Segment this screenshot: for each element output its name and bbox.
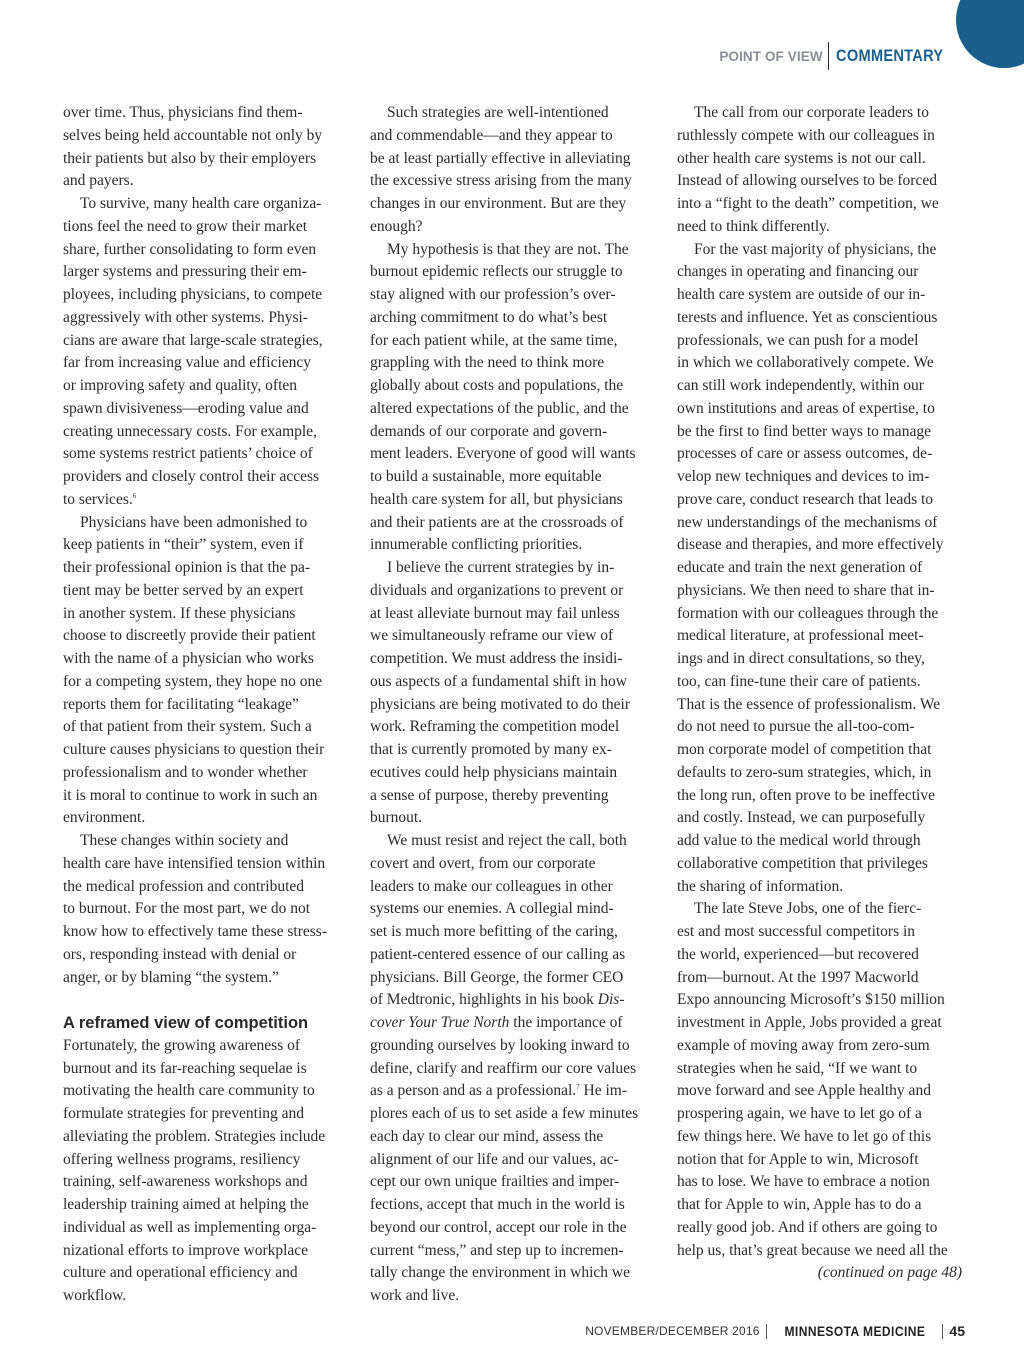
text-line: physicians. Bill George, the former CEO: [370, 968, 624, 986]
text-line: be at least partially effective in alleviating: [370, 149, 631, 167]
text-span: He im-: [579, 1082, 628, 1100]
text-line: spawn divisiveness—eroding value and: [63, 399, 309, 417]
column-1: [63, 102, 353, 1308]
text-line: too, can fine-tune their care of patients.: [677, 672, 921, 690]
text-line: we simultaneously reframe our view of: [370, 627, 614, 645]
text-line: set is much more befitting of the caring,: [370, 923, 618, 940]
text-line: of that patient from their system. Such a: [63, 718, 312, 736]
text-line: the sharing of information.: [677, 877, 844, 895]
text-line: alignment of our life and our values, ac-: [370, 1150, 619, 1168]
text-line: The call from our corporate leaders to: [694, 104, 929, 121]
text-line: and commendable—and they appear to: [370, 126, 613, 144]
text-line: professionalism and to wonder whether: [63, 763, 308, 781]
text-line: ployees, including physicians, to compete: [63, 286, 323, 303]
text-line: training, self-awareness workshops and: [63, 1173, 308, 1191]
text-line: the long run, often prove to be ineffective: [677, 786, 935, 804]
text-line: demands of our corporate and govern-: [370, 422, 608, 440]
text-line: anger, or by blaming “the system.”: [63, 968, 279, 986]
text-line: has to lose. We have to embrace a notion: [677, 1173, 930, 1191]
text-line: grounding ourselves by looking inward to: [370, 1036, 630, 1054]
text-line: formulate strategies for preventing and: [63, 1105, 305, 1122]
text-line: their patients but also by their employers: [63, 149, 317, 167]
text-line: that for Apple to win, Apple has to do a: [677, 1196, 922, 1213]
text-line: environment.: [63, 809, 146, 827]
corner-accent: [956, 0, 1024, 68]
text-line: That is the essence of professionalism. We: [677, 695, 941, 713]
text-line: aggressively with other systems. Physi-: [63, 308, 308, 326]
text-line: ings and in direct consultations, so they,: [677, 650, 925, 667]
text-line: formation with our colleagues through the: [677, 604, 939, 622]
text-line: leaders to make our colleagues in other: [370, 877, 613, 895]
text-line: cians are aware that large-scale strategies,: [63, 331, 323, 349]
text-line: [370, 1080, 660, 1103]
text-line: need to think differently.: [677, 217, 830, 235]
text-line: [370, 1012, 660, 1035]
text-line: burnout and its far-reaching sequelae is: [63, 1059, 307, 1077]
text-line: changes in operating and financing our: [677, 263, 919, 281]
text-line: covert and overt, from our corporate: [370, 854, 596, 872]
text-line: motivating the health care community to: [63, 1082, 315, 1100]
text-line: health care system are outside of our in-: [677, 286, 926, 303]
section-kicker: POINT OF VIEW: [719, 48, 823, 64]
text-line: culture causes physicians to question their: [63, 741, 325, 758]
text-line: enough?: [370, 217, 423, 235]
text-line: ruthlessly compete with our colleagues in: [677, 126, 935, 144]
text-line: choose to discreetly provide their patient: [63, 627, 316, 645]
text-line: know how to effectively tame these stress-: [63, 923, 327, 940]
text-line: to build a sustainable, more equitable: [370, 468, 602, 485]
text-line: culture and operational efficiency and: [63, 1264, 298, 1282]
text-line: and their patients are at the crossroads of: [370, 513, 624, 531]
text-line: leadership training aimed at helping the: [63, 1196, 309, 1213]
text-line: cept our own unique frailties and imper-: [370, 1173, 620, 1191]
text-line: work. Reframing the competition model: [370, 718, 620, 736]
text-line: disease and therapies, and more effectively: [677, 536, 944, 554]
text-line: physicians. We then need to share that in-: [677, 581, 935, 599]
text-line: est and most successful competitors in: [677, 923, 916, 940]
text-line: globally about costs and populations, the: [370, 377, 624, 394]
spacer: [63, 989, 353, 1012]
text-line: Fortunately, the growing awareness of: [63, 1036, 301, 1054]
text-span: of Medtronic, highlights in his book: [370, 991, 598, 1009]
text-line: arching commitment to do what’s best: [370, 308, 608, 326]
text-line: prove care, conduct research that leads to: [677, 490, 934, 508]
text-line: each day to clear our mind, assess the: [370, 1127, 604, 1145]
text-line: move forward and see Apple healthy and: [677, 1082, 931, 1100]
text-line: Such strategies are well-intentioned: [387, 104, 609, 121]
text-line: professionals, we can push for a model: [677, 331, 919, 349]
text-line: alleviating the problem. Strategies include: [63, 1127, 326, 1145]
text-line: a sense of purpose, thereby preventing: [370, 786, 609, 804]
text-line: for each patient while, at the same time,: [370, 331, 618, 349]
text-line: far from increasing value and efficiency: [63, 354, 312, 372]
text-line: providers and closely control their access: [63, 468, 320, 485]
footer-divider: [766, 1324, 767, 1339]
text-line: the medical profession and contributed: [63, 877, 305, 895]
text-line: ous aspects of a fundamental shift in how: [370, 672, 627, 690]
text-line: reports them for facilitating “leakage”: [63, 695, 299, 713]
text-line: in another system. If these physicians: [63, 604, 296, 622]
text-line: ors, responding instead with denial or: [63, 945, 297, 963]
text-line: competition. We must address the insidi-: [370, 650, 623, 667]
text-line: work and live.: [370, 1287, 460, 1304]
text-line: grappling with the need to think more: [370, 354, 605, 372]
text-line: own institutions and areas of expertise, to: [677, 399, 935, 417]
text-line: velop new techniques and devices to im-: [677, 468, 930, 485]
magazine-name: MINNESOTA MEDICINE: [784, 1323, 925, 1339]
text-line: creating unnecessary costs. For example,: [63, 422, 317, 440]
issue-date: NOVEMBER/DECEMBER 2016: [585, 1324, 760, 1338]
text-line: dividuals and organizations to prevent or: [370, 581, 624, 599]
text-line: over time. Thus, physicians find them-: [63, 104, 303, 121]
text-line: that is currently promoted by many ex-: [370, 741, 612, 758]
text-line: tient may be better served by an expert: [63, 581, 304, 599]
continued-note: (continued on page 48): [817, 1264, 962, 1282]
text-line: Expo announcing Microsoft’s $150 million: [677, 991, 945, 1009]
text-span: as a person and as a professional.: [370, 1082, 577, 1100]
text-line: processes of care or assess outcomes, de-: [677, 445, 933, 463]
text-line: help us, that’s great because we need all the: [677, 1241, 948, 1259]
text-line: beyond our control, accept our role in the: [370, 1218, 627, 1236]
text-line: from—burnout. At the 1997 Macworld: [677, 968, 919, 986]
text-line: be the first to find better ways to manage: [677, 422, 931, 440]
text-line: ment leaders. Everyone of good will wants: [370, 445, 636, 463]
text-line: nizational efforts to improve workplace: [63, 1241, 309, 1259]
text-line: altered expectations of the public, and the: [370, 399, 629, 417]
text-line: The late Steve Jobs, one of the fierc-: [694, 900, 922, 918]
column-2: [370, 102, 660, 1308]
text-line: other health care systems is not our call.: [677, 149, 926, 167]
text-line: larger systems and pressuring their em-: [63, 263, 307, 281]
text-line: medical literature, at professional meet-: [677, 627, 924, 645]
text-line: do not need to pursue the all-too-com-: [677, 718, 915, 736]
text-line: collaborative competition that privileges: [677, 854, 928, 872]
text-line: defaults to zero-sum strategies, which, in: [677, 763, 932, 781]
text-line: prospering again, we have to let go of a: [677, 1105, 922, 1122]
text-line: with the name of a physician who works: [63, 650, 314, 667]
book-title: Dis-: [597, 991, 625, 1009]
reference-6: 6: [132, 491, 137, 500]
page-header: [719, 42, 961, 70]
text-span: the importance of: [513, 1014, 623, 1031]
text-line: fections, accept that much in the world is: [370, 1196, 625, 1213]
text-line: in which we collaboratively compete. We: [677, 354, 934, 372]
text-line: and costly. Instead, we can purposefully: [677, 809, 926, 827]
text-line: changes in our environment. But are they: [370, 195, 627, 212]
text-line: keep patients in “their” system, even if: [63, 536, 304, 554]
text-line: the world, experienced—but recovered: [677, 945, 919, 963]
text-line: tions feel the need to grow their market: [63, 217, 308, 235]
text-line: I believe the current strategies by in-: [387, 559, 615, 576]
text-line: the excessive stress arising from the many: [370, 172, 632, 190]
text-line: add value to the medical world through: [677, 832, 921, 849]
text-line: define, clarify and reaffirm our core values: [370, 1059, 637, 1077]
text-line: My hypothesis is that they are not. The: [387, 240, 629, 258]
text-line: physicians are being motivated to do their: [370, 695, 630, 713]
text-line: tally change the environment in which we: [370, 1264, 630, 1282]
column-3: [677, 102, 972, 1285]
text-line: and payers.: [63, 172, 134, 190]
text-line: into a “fight to the death” competition, we: [677, 195, 939, 212]
text-line: can still work independently, within our: [677, 377, 924, 394]
text-line: some systems restrict patients’ choice of: [63, 445, 313, 463]
section-title: COMMENTARY: [836, 46, 944, 65]
text-line: workflow.: [63, 1287, 127, 1304]
text-line: Physicians have been admonished to: [80, 513, 308, 531]
text-line: plores each of us to set aside a few minutes: [370, 1105, 639, 1122]
text-span: to services.: [63, 490, 133, 508]
text-line: innumerable conflicting priorities.: [370, 536, 583, 554]
reference-7: 7: [576, 1083, 580, 1092]
text-line: really good job. And if others are going to: [677, 1218, 938, 1236]
text-line: [370, 989, 660, 1012]
text-line: burnout.: [370, 809, 423, 827]
text-line: [63, 489, 353, 512]
text-line: To survive, many health care organiza-: [80, 195, 322, 212]
text-line: their professional opinion is that the pa-: [63, 559, 311, 576]
page-footer: [585, 1323, 965, 1339]
text-line: to burnout. For the most part, we do not: [63, 900, 311, 918]
text-line: mon corporate model of competition that: [677, 741, 932, 758]
text-line: For the vast majority of physicians, the: [694, 240, 937, 258]
text-line: new understandings of the mechanisms of: [677, 513, 938, 531]
text-line: health care have intensified tension within: [63, 854, 326, 872]
text-line: individual as well as implementing orga-: [63, 1218, 317, 1236]
text-line: share, further consolidating to form even: [63, 240, 317, 258]
text-line: educate and train the next generation of: [677, 559, 923, 576]
text-line: ecutives could help physicians maintain: [370, 763, 618, 781]
text-line: few things here. We have to let go of this: [677, 1127, 932, 1145]
text-line: current “mess,” and step up to incremen-: [370, 1241, 624, 1259]
text-line: stay aligned with our profession’s over-: [370, 286, 616, 303]
text-line: strategies when he said, “If we want to: [677, 1059, 918, 1077]
text-line: burnout epidemic reflects our struggle to: [370, 263, 623, 281]
text-line: at least alleviate burnout may fail unless: [370, 604, 620, 622]
text-line: health care system for all, but physicians: [370, 490, 623, 508]
page-number: 45: [949, 1323, 965, 1339]
text-line: for a competing system, they hope no one: [63, 672, 323, 690]
text-line: offering wellness programs, resiliency: [63, 1150, 301, 1168]
text-line: Instead of allowing ourselves to be forced: [677, 172, 937, 190]
header-divider: [828, 42, 830, 70]
subheading: A reframed view of competition: [63, 1014, 309, 1032]
footer-divider: [942, 1324, 943, 1339]
text-line: We must resist and reject the call, both: [387, 832, 627, 849]
text-line: example of moving away from zero-sum: [677, 1036, 930, 1054]
text-line: These changes within society and: [80, 832, 289, 849]
text-line: patient-centered essence of our calling as: [370, 945, 626, 963]
text-line: systems our enemies. A collegial mind-: [370, 900, 614, 918]
text-line: selves being held accountable not only by: [63, 126, 323, 144]
text-line: notion that for Apple to win, Microsoft: [677, 1150, 919, 1168]
text-line: it is moral to continue to work in such an: [63, 786, 318, 804]
book-title: cover Your True North: [370, 1014, 510, 1031]
text-line: or improving safety and quality, often: [63, 377, 298, 394]
text-line: investment in Apple, Jobs provided a great: [677, 1014, 942, 1031]
text-line: terests and influence. Yet as conscientious: [677, 308, 938, 326]
